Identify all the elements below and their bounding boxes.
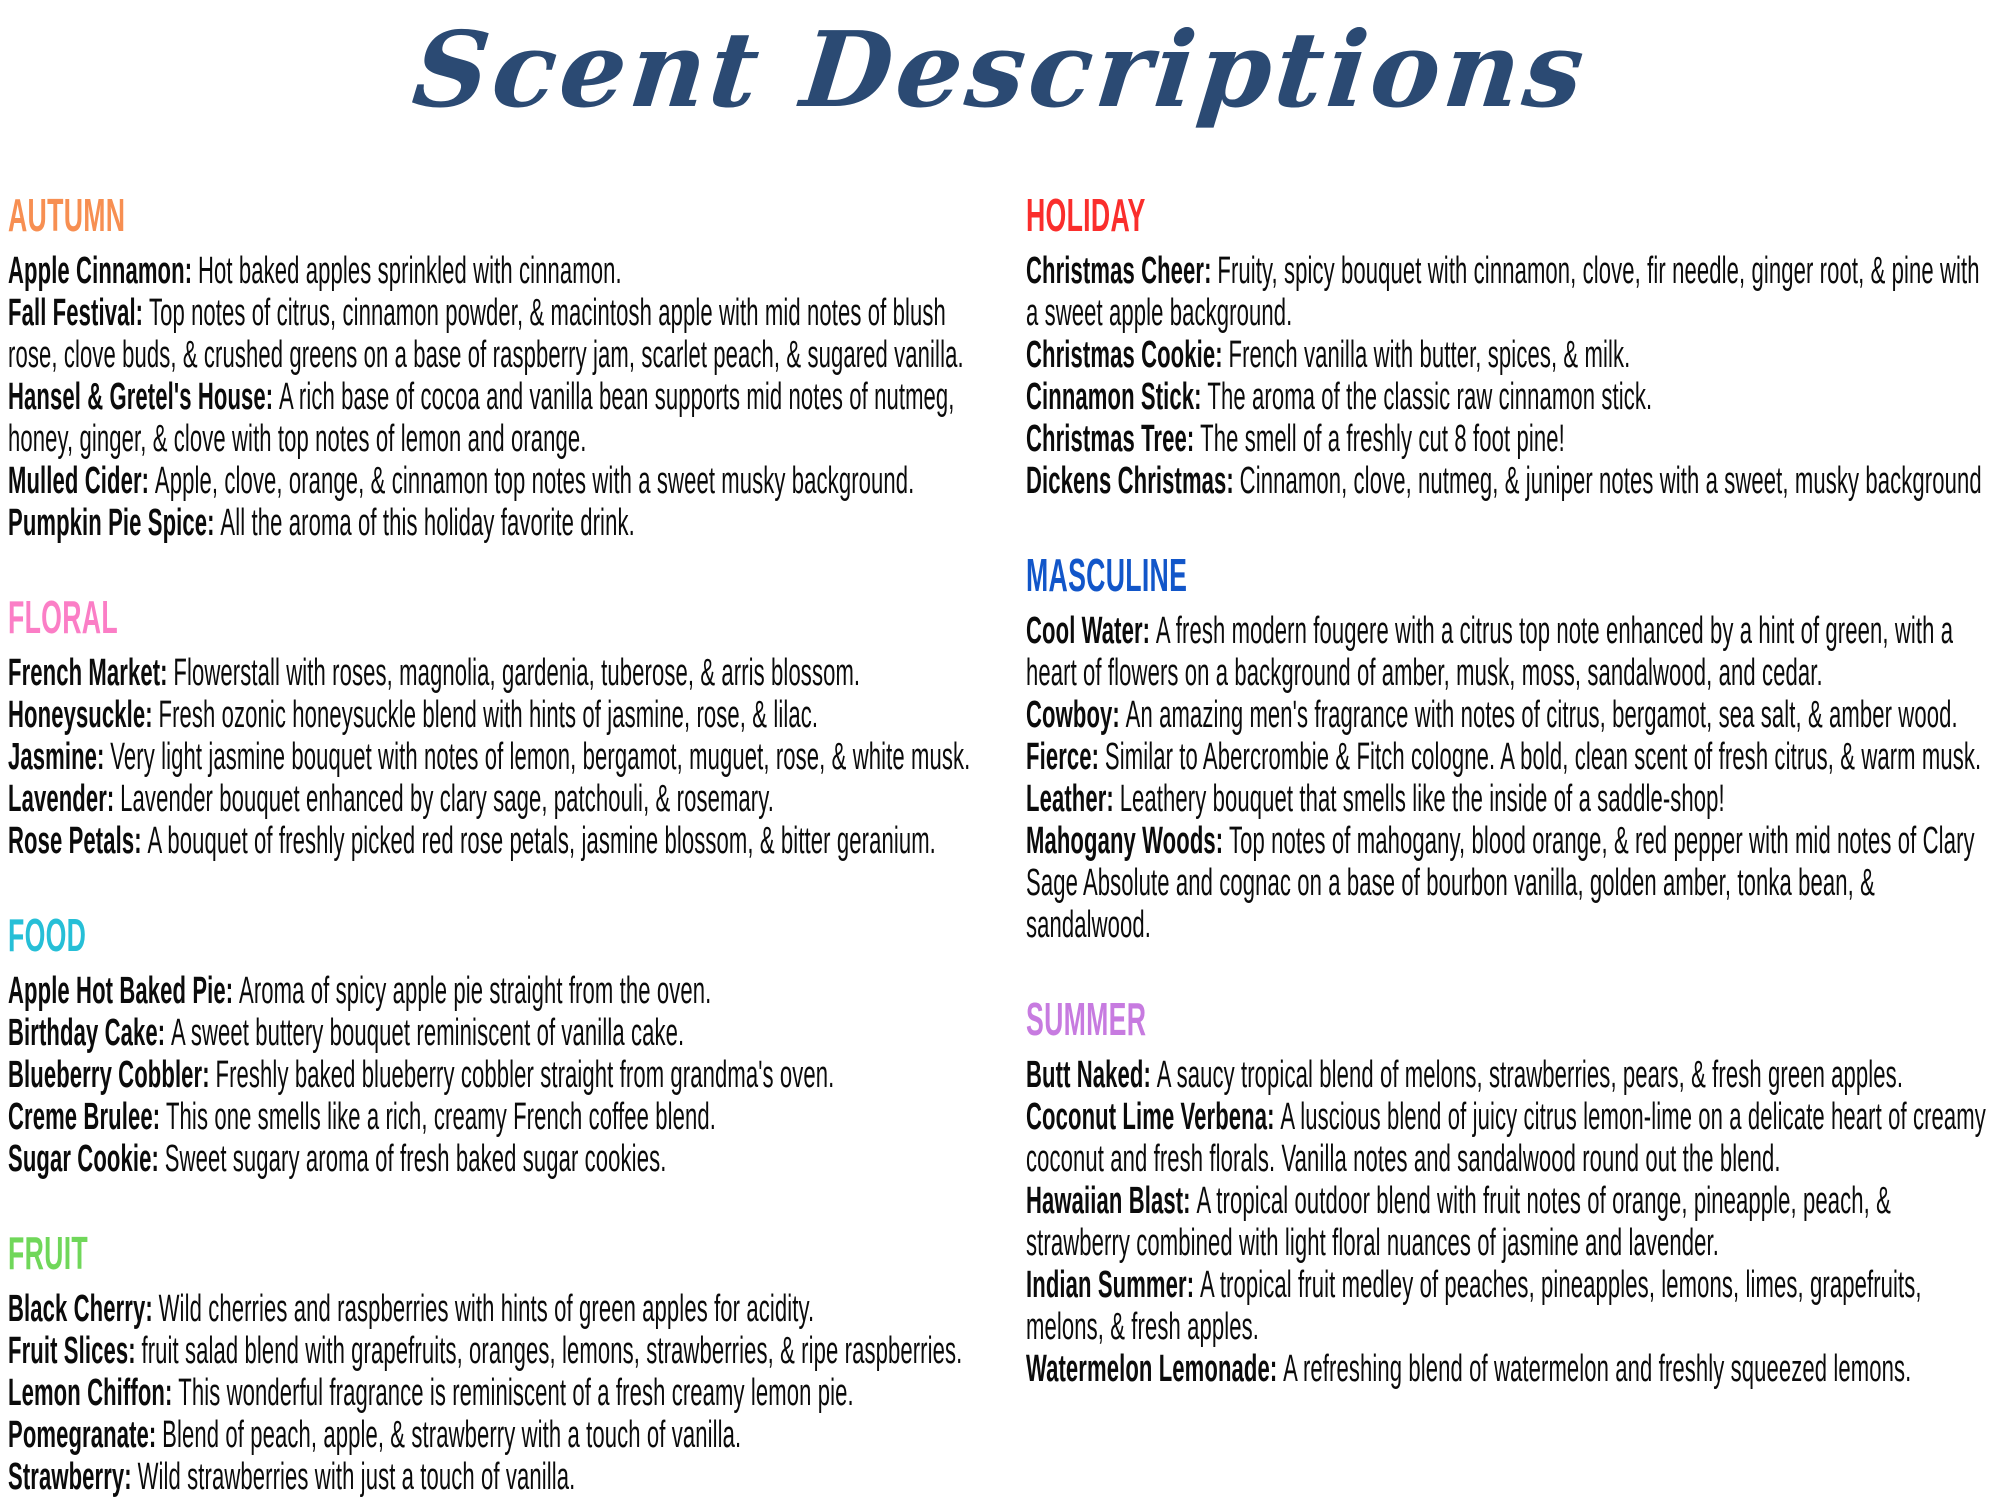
- section-floral: [8, 592, 974, 862]
- scent-item: [8, 652, 974, 694]
- scent-description: A refreshing blend of watermelon and freshly squeezed lemons.: [1283, 1348, 1912, 1390]
- scent-item: [8, 1372, 974, 1414]
- scent-item: [8, 1456, 974, 1498]
- scent-name: Rose Petals:: [8, 820, 142, 862]
- scent-description: Cinnamon, clove, nutmeg, & juniper notes with a sweet, musky background: [1239, 460, 1982, 502]
- scent-description: Very light jasmine bouquet with notes of lemon, bergamot, muguet, rose, & white musk.: [110, 736, 971, 778]
- scent-item: [1026, 610, 1992, 694]
- scent-name: Cinnamon Stick:: [1026, 376, 1202, 418]
- scent-item: [1026, 334, 1992, 376]
- scent-description: A tropical outdoor blend with fruit notes of orange, pineapple, peach, & strawberry combined with light floral nuances of jasmine and lavender.: [1026, 1180, 1891, 1264]
- scent-description: Top notes of mahogany, blood orange, & red pepper with mid notes of Clary Sage Absolute and cognac on a base of bourbon vanilla, golden amber, tonka bean, & sandalwood.: [1026, 820, 1975, 946]
- scent-name: Lemon Chiffon:: [8, 1372, 173, 1414]
- page-title: Scent Descriptions: [407, 8, 1593, 131]
- scent-item: [1026, 820, 1992, 946]
- scent-name: Dickens Christmas:: [1026, 460, 1234, 502]
- scent-item: [1026, 460, 1992, 502]
- scent-name: Cowboy:: [1026, 694, 1120, 736]
- scent-description: The smell of a freshly cut 8 foot pine!: [1200, 418, 1565, 460]
- scent-description: A saucy tropical blend of melons, strawberries, pears, & fresh green apples.: [1156, 1054, 1904, 1096]
- section-masculine: [1026, 550, 1992, 946]
- scent-item: [8, 460, 974, 502]
- left-column: [8, 190, 974, 1498]
- scent-description: This wonderful fragrance is reminiscent of a fresh creamy lemon pie.: [178, 1372, 854, 1414]
- scent-description: Blend of peach, apple, & strawberry with a touch of vanilla.: [162, 1414, 742, 1456]
- scent-item: [8, 1414, 974, 1456]
- scent-item: [8, 694, 974, 736]
- scent-description: Lavender bouquet enhanced by clary sage, patchouli, & rosemary.: [120, 778, 774, 820]
- scent-description: A sweet buttery bouquet reminiscent of vanilla cake.: [170, 1012, 685, 1054]
- section-holiday: [1026, 190, 1992, 502]
- scent-description: The aroma of the classic raw cinnamon stick.: [1207, 376, 1653, 418]
- section-summer: [1026, 994, 1992, 1390]
- section-fruit: [8, 1228, 974, 1498]
- scent-item: [8, 736, 974, 778]
- scent-description: A tropical fruit medley of peaches, pineapples, lemons, limes, grapefruits, melons, & fresh apples.: [1026, 1264, 1922, 1348]
- section-heading: AUTUMN: [8, 189, 126, 241]
- section-heading: SUMMER: [1026, 993, 1147, 1045]
- scent-name: Blueberry Cobbler:: [8, 1054, 210, 1096]
- scent-name: Fall Festival:: [8, 292, 144, 334]
- scent-item: [1026, 736, 1992, 778]
- scent-description: Fresh ozonic honeysuckle blend with hints of jasmine, rose, & lilac.: [158, 694, 819, 736]
- scent-name: Indian Summer:: [1026, 1264, 1195, 1306]
- section-heading: FOOD: [8, 909, 87, 961]
- scent-name: Watermelon Lemonade:: [1026, 1348, 1278, 1390]
- scent-name: French Market:: [8, 652, 168, 694]
- scent-description: A rich base of cocoa and vanilla bean supports mid notes of nutmeg, honey, ginger, & clove with top notes of lemon and orange.: [8, 376, 955, 460]
- scent-name: Hawaiian Blast:: [1026, 1180, 1191, 1222]
- title-area: [0, 0, 2000, 140]
- scent-description: Freshly baked blueberry cobbler straight from grandma's oven.: [215, 1054, 835, 1096]
- scent-item: [1026, 1054, 1992, 1096]
- scent-name: Jasmine:: [8, 736, 105, 778]
- scent-name: Apple Cinnamon:: [8, 250, 193, 292]
- scent-description: Similar to Abercrombie & Fitch cologne. A bold, clean scent of fresh citrus, & warm musk.: [1104, 736, 1982, 778]
- content-columns: [0, 190, 2000, 1498]
- scent-name: Leather:: [1026, 778, 1114, 820]
- scent-item: [1026, 694, 1992, 736]
- scent-description: All the aroma of this holiday favorite drink.: [220, 502, 635, 544]
- scent-item: [8, 1288, 974, 1330]
- scent-name: Black Cherry:: [8, 1288, 153, 1330]
- section-heading: FRUIT: [8, 1227, 88, 1279]
- scent-item: [8, 1012, 974, 1054]
- scent-name: Fierce:: [1026, 736, 1100, 778]
- scent-description: Apple, clove, orange, & cinnamon top notes with a sweet musky background.: [154, 460, 915, 502]
- scent-item: [1026, 778, 1992, 820]
- scent-description: Flowerstall with roses, magnolia, gardenia, tuberose, & arris blossom.: [173, 652, 861, 694]
- scent-description: A bouquet of freshly picked red rose petals, jasmine blossom, & bitter geranium.: [147, 820, 936, 862]
- scent-description: Aroma of spicy apple pie straight from the oven.: [239, 970, 712, 1012]
- scent-item: [8, 292, 974, 376]
- scent-item: [8, 778, 974, 820]
- scent-description: Wild cherries and raspberries with hints of green apples for acidity.: [158, 1288, 815, 1330]
- scent-item: [8, 502, 974, 544]
- scent-item: [1026, 1348, 1992, 1390]
- scent-item: [1026, 376, 1992, 418]
- scent-name: Mulled Cider:: [8, 460, 150, 502]
- scent-name: Pomegranate:: [8, 1414, 157, 1456]
- left-column-inner: [8, 190, 974, 1498]
- scent-name: Hansel & Gretel's House:: [8, 376, 274, 418]
- right-column-inner: [1026, 190, 1992, 1390]
- scent-name: Apple Hot Baked Pie:: [8, 970, 234, 1012]
- section-food: [8, 910, 974, 1180]
- scent-description: fruit salad blend with grapefruits, oranges, lemons, strawberries, & ripe raspberries.: [141, 1330, 963, 1372]
- scent-item: [8, 820, 974, 862]
- scent-description: French vanilla with butter, spices, & milk.: [1228, 334, 1631, 376]
- scent-name: Christmas Tree:: [1026, 418, 1195, 460]
- scent-item: [8, 250, 974, 292]
- right-column: [1026, 190, 1992, 1498]
- scent-name: Cool Water:: [1026, 610, 1151, 652]
- scent-name: Mahogany Woods:: [1026, 820, 1224, 862]
- scent-item: [8, 970, 974, 1012]
- scent-item: [8, 1054, 974, 1096]
- scent-name: Coconut Lime Verbena:: [1026, 1096, 1275, 1138]
- section-heading: MASCULINE: [1026, 549, 1188, 601]
- scent-item: [8, 376, 974, 460]
- scent-name: Fruit Slices:: [8, 1330, 136, 1372]
- scent-item: [1026, 1264, 1992, 1348]
- scent-name: Lavender:: [8, 778, 115, 820]
- scent-description: Sweet sugary aroma of fresh baked sugar cookies.: [164, 1138, 667, 1180]
- scent-item: [1026, 418, 1992, 460]
- scent-description: Top notes of citrus, cinnamon powder, & macintosh apple with mid notes of blush rose, clove buds, & crushed greens on a base of raspberry jam, scarlet peach, & sugared vanilla.: [8, 292, 964, 376]
- scent-item: [8, 1138, 974, 1180]
- scent-name: Birthday Cake:: [8, 1012, 166, 1054]
- scent-description: Leathery bouquet that smells like the inside of a saddle-shop!: [1119, 778, 1725, 820]
- scent-name: Christmas Cheer:: [1026, 250, 1212, 292]
- section-heading: HOLIDAY: [1026, 189, 1146, 241]
- scent-description: Fruity, spicy bouquet with cinnamon, clove, fir needle, ginger root, & pine with a sweet apple background.: [1026, 250, 1980, 334]
- scent-description: A fresh modern fougere with a citrus top note enhanced by a hint of green, with a heart of flowers on a background of amber, musk, moss, sandalwood, and cedar.: [1026, 610, 1954, 694]
- scent-name: Sugar Cookie:: [8, 1138, 159, 1180]
- scent-item: [1026, 250, 1992, 334]
- scent-name: Creme Brulee:: [8, 1096, 161, 1138]
- scent-description: A luscious blend of juicy citrus lemon-lime on a delicate heart of creamy coconut and fresh florals. Vanilla notes and sandalwood round out the blend.: [1026, 1096, 1986, 1180]
- scent-name: Pumpkin Pie Spice:: [8, 502, 215, 544]
- scent-item: [8, 1096, 974, 1138]
- scent-name: Honeysuckle:: [8, 694, 153, 736]
- scent-item: [1026, 1180, 1992, 1264]
- section-autumn: [8, 190, 974, 544]
- scent-item: [1026, 1096, 1992, 1180]
- scent-name: Strawberry:: [8, 1456, 132, 1498]
- scent-description: Hot baked apples sprinkled with cinnamon.: [197, 250, 622, 292]
- scent-name: Butt Naked:: [1026, 1054, 1151, 1096]
- scent-name: Christmas Cookie:: [1026, 334, 1223, 376]
- scent-description: Wild strawberries with just a touch of vanilla.: [137, 1456, 576, 1498]
- scent-description: An amazing men's fragrance with notes of citrus, bergamot, sea salt, & amber wood.: [1125, 694, 1958, 736]
- scent-description: This one smells like a rich, creamy French coffee blend.: [165, 1096, 716, 1138]
- section-heading: FLORAL: [8, 591, 118, 643]
- scent-item: [8, 1330, 974, 1372]
